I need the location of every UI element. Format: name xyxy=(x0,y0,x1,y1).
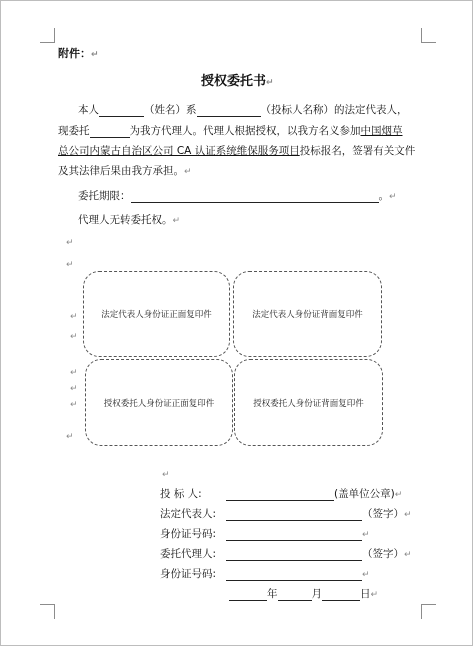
crop-mark-bottom-left xyxy=(40,604,55,619)
paragraph-mark: ↵ xyxy=(184,167,192,177)
bidder-name-blank[interactable] xyxy=(197,105,261,117)
paragraph-mark: ↵ xyxy=(66,432,74,442)
name-blank[interactable] xyxy=(99,105,144,117)
term-label: 委托期限： xyxy=(78,190,131,202)
year-blank[interactable] xyxy=(229,589,267,601)
day-blank[interactable] xyxy=(322,589,360,601)
paragraph-mark: ↵ xyxy=(389,192,397,202)
bidder-label: 投 标 人: xyxy=(160,488,202,500)
paragraph-mark: ↵ xyxy=(394,490,403,500)
month-label: 月 xyxy=(311,588,322,600)
date-line xyxy=(229,586,378,601)
project-name-part1: 中国烟草 xyxy=(360,125,403,137)
agent-note: （签字） xyxy=(362,548,404,560)
legal-rep-line xyxy=(160,506,412,521)
paragraph-mark: ↵ xyxy=(70,312,78,322)
agent-line xyxy=(160,546,412,561)
paragraph-mark: ↵ xyxy=(266,78,274,88)
bidder-note: (盖单位公章) xyxy=(334,488,395,500)
text-sign-docs: 投标报名，签署有关文件 xyxy=(299,145,416,157)
paragraph-mark: ↵ xyxy=(362,530,370,540)
id-label-1: 身份证号码: xyxy=(160,528,217,540)
box-label: 法定代表人身份证正面复印件 xyxy=(101,310,212,320)
paragraph-mark: ↵ xyxy=(404,510,412,520)
project-name-part2: 总公司内蒙古自治区公司 CA 认证系统维保服务项目 xyxy=(58,145,300,157)
attachment-label xyxy=(58,45,99,61)
attachment-label-text: 附件： xyxy=(58,47,91,60)
agent-id-front-box xyxy=(85,359,233,446)
para-line-2 xyxy=(58,123,403,138)
text-bidder-hint: （投标人名称）的法定代表人， xyxy=(260,104,408,116)
box-label: 授权委托人身份证正面复印件 xyxy=(103,398,215,409)
paragraph-mark: ↵ xyxy=(162,470,170,480)
agent-blank[interactable] xyxy=(226,549,362,561)
paragraph-mark: ↵ xyxy=(362,570,370,580)
term-end-mark: 。 xyxy=(378,190,389,202)
paragraph-mark: ↵ xyxy=(70,368,78,378)
paragraph-mark: ↵ xyxy=(70,332,78,342)
agent-id-back-box xyxy=(234,359,383,446)
legal-rep-label: 法定代表人: xyxy=(160,508,217,520)
paragraph-mark: ↵ xyxy=(91,50,99,60)
paragraph-mark: ↵ xyxy=(70,384,78,394)
text-name-hint: （姓名）系 xyxy=(144,104,197,116)
crop-mark-top-left xyxy=(40,28,55,43)
crop-mark-bottom-right xyxy=(421,604,436,619)
para-line-1 xyxy=(78,102,408,117)
box-label: 授权委托人身份证背面复印件 xyxy=(253,398,364,409)
no-subdelegation-text: 代理人无转委托权。 xyxy=(78,214,173,226)
paragraph-mark: ↵ xyxy=(70,400,78,410)
paragraph-mark: ↵ xyxy=(404,550,412,560)
id-number-line-2 xyxy=(160,566,370,581)
agent-name-blank[interactable] xyxy=(90,126,130,138)
text-principal: 本人 xyxy=(78,104,99,116)
id-number-blank-2[interactable] xyxy=(226,569,362,581)
day-label: 日 xyxy=(360,588,371,600)
legal-rep-blank[interactable] xyxy=(226,509,362,521)
bidder-blank[interactable] xyxy=(226,489,334,501)
term-blank[interactable] xyxy=(131,191,379,203)
crop-mark-top-right xyxy=(421,28,436,43)
paragraph-mark: ↵ xyxy=(66,238,74,248)
box-label: 法定代表人身份证背面复印件 xyxy=(252,310,363,320)
text-legal-consequence: 及其法律后果由我方承担。 xyxy=(58,165,184,177)
no-subdelegation-line xyxy=(78,212,180,227)
legal-rep-id-front-box xyxy=(83,271,230,357)
term-line xyxy=(78,188,397,203)
para-line-3 xyxy=(58,143,415,158)
paragraph-mark: ↵ xyxy=(370,590,379,600)
id-number-blank-1[interactable] xyxy=(226,529,362,541)
paragraph-mark: ↵ xyxy=(66,260,74,270)
id-number-line-1 xyxy=(160,526,370,541)
document-title xyxy=(201,70,274,89)
year-label: 年 xyxy=(267,588,278,600)
month-blank[interactable] xyxy=(278,589,312,601)
text-agent-authority: 为我方代理人。代理人根据授权，以我方名义参加 xyxy=(129,125,361,137)
legal-rep-note: （签字） xyxy=(362,508,404,520)
id-label-2: 身份证号码: xyxy=(160,568,217,580)
text-appoint: 现委托 xyxy=(58,125,90,137)
bidder-line xyxy=(160,486,402,501)
paragraph-mark: ↵ xyxy=(172,216,181,226)
agent-label: 委托代理人: xyxy=(160,548,217,560)
para-line-4 xyxy=(58,163,192,178)
title-text: 授权委托书 xyxy=(201,74,267,89)
legal-rep-id-back-box xyxy=(233,271,382,357)
